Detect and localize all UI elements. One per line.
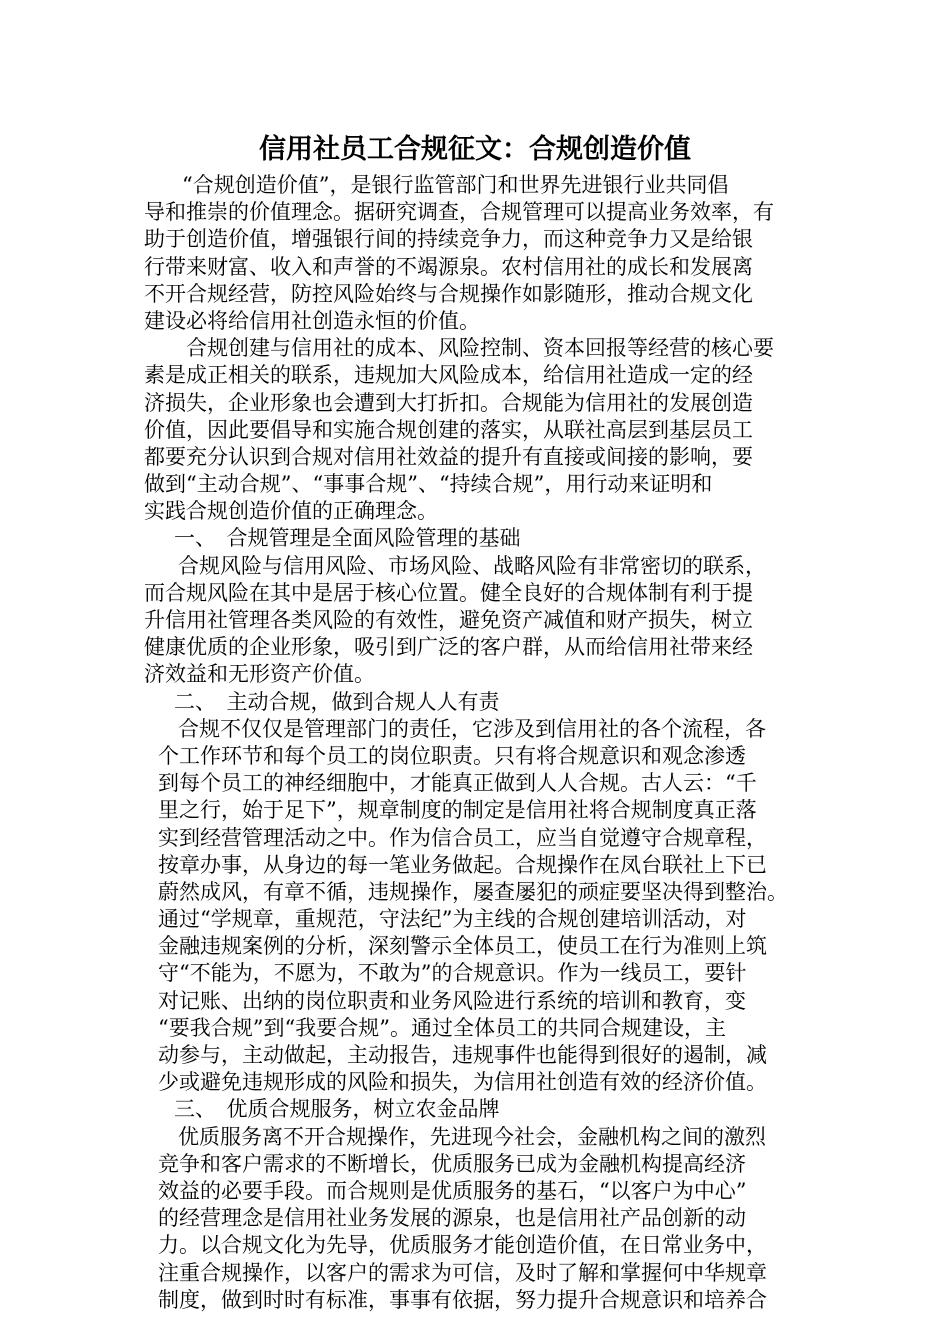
text-line: 升信用社管理各类风险的有效性，避免资产减值和财产损失，树立 xyxy=(144,608,753,632)
text-line: 注重合规操作，以客户的需求为可信，及时了解和掌握何中华规章 xyxy=(158,1260,767,1285)
text-line: 建设必将给信用社创造永恒的价值。 xyxy=(144,308,480,333)
text-line: 济效益和无形资产价值。 xyxy=(144,662,375,687)
text-line: 导和推崇的价值理念。据研究调查，合规管理可以提高业务效率，有 xyxy=(144,200,774,225)
text-line: 素是成正相关的联系，违规加大风险成本，给信用社造成一定的经 xyxy=(144,363,753,388)
text-line: 优质服务离不开合规操作，先进现今社会，金融机构之间的激烈 xyxy=(178,1124,766,1149)
text-line: 做到“主动合规”、“事事合规”、“持续合规”，用行动来证明和 xyxy=(144,472,713,497)
text-line: 实践合规创造价值的正确理念。 xyxy=(144,499,438,524)
text-line: 蔚然成风，有章不循，违规操作，屡查屡犯的顽症要坚决得到整治。 xyxy=(158,879,788,904)
text-line: 里之行，始于足下”，规章制度的制定是信用社将合规制度真正落 xyxy=(158,798,757,823)
text-line: 二、 主动合规，做到合规人人有责 xyxy=(174,689,500,714)
text-line: 的经营理念是信用社业务发展的源泉，也是信用社产品创新的动 xyxy=(158,1206,746,1231)
text-line: 价值，因此要倡导和实施合规创建的落实，从联社高层到基层员工 xyxy=(144,417,753,442)
text-line: 对记账、出纳的岗位职责和业务风险进行系统的培训和教育，变 xyxy=(158,988,746,1013)
text-line: “合规创造价值”，是银行监管部门和世界先进银行业共同倡 xyxy=(182,173,729,197)
text-line: 力。以合规文化为先导，优质服务才能创造价值，在日常业务中， xyxy=(158,1233,767,1258)
text-line: 一、 合规管理是全面风险管理的基础 xyxy=(174,526,521,551)
text-line: 按章办事，从身边的每一笔业务做起。合规操作在凤台联社上下已 xyxy=(158,852,767,877)
text-line: 健康优质的企业形象，吸引到广泛的客户群，从而给信用社带来经 xyxy=(144,635,753,660)
text-line: 都要充分认识到合规对信用社效益的提升有直接或间接的影响，要 xyxy=(144,444,753,469)
text-line: 守“不能为，不愿为，不敢为”的合规意识。作为一线员工，要针 xyxy=(158,961,747,986)
text-line: 实到经营管理活动之中。作为信合员工，应当自觉遵守合规章程， xyxy=(158,825,767,850)
text-line: 效益的必要手段。而合规则是优质服务的基石，“以客户为中心” xyxy=(158,1178,747,1203)
text-line: 三、 优质合规服务，树立农金品牌 xyxy=(174,1097,500,1122)
text-line: “要我合规”到“我要合规”。通过全体员工的共同合规建设，主 xyxy=(158,1015,726,1040)
text-line: 制度，做到时时有标准，事事有依据，努力提升合规意识和培养合 xyxy=(158,1287,767,1312)
text-line: 到每个员工的神经细胞中，才能真正做到人人合规。古人云：“千 xyxy=(158,771,757,796)
text-line: 而合规风险在其中是居于核心位置。健全良好的合规体制有利于提 xyxy=(144,580,753,605)
text-line: 行带来财富、收入和声誉的不竭源泉。农村信用社的成长和发展离 xyxy=(144,254,753,279)
text-line: 个工作环节和每个员工的岗位职责。只有将合规意识和观念渗透 xyxy=(158,743,746,768)
text-line: 少或避免违规形成的风险和损失，为信用社创造有效的经济价值。 xyxy=(158,1070,767,1095)
text-line: 竞争和客户需求的不断增长，优质服务已成为金融机构提高经济 xyxy=(158,1151,746,1176)
document-body xyxy=(140,172,820,1314)
text-line: 助于创造价值，增强银行间的持续竞争力，而这种竞争力又是给银 xyxy=(144,227,753,252)
text-line: 合规创建与信用社的成本、风险控制、资本回报等经营的核心要 xyxy=(186,336,774,361)
text-line: 动参与，主动做起，主动报告，违规事件也能得到很好的遏制，减 xyxy=(158,1043,767,1067)
text-line: 合规不仅仅是管理部门的责任，它涉及到信用社的各个流程，各 xyxy=(178,716,766,741)
text-line: 通过“学规章，重规范，守法纪”为主线的合规创建培训活动，对 xyxy=(158,907,747,932)
text-line: 合规风险与信用风险、市场风险、战略风险有非常密切的联系， xyxy=(178,553,766,578)
text-line: 济损失，企业形象也会遭到大打折扣。合规能为信用社的发展创造 xyxy=(144,390,753,415)
text-line: 不开合规经营，防控风险始终与合规操作如影随形，推动合规文化 xyxy=(144,281,753,306)
text-line: 金融违规案例的分析，深刻警示全体员工，使员工在行为准则上筑 xyxy=(158,934,767,959)
document-title: 信用社员工合规征文：合规创造价值 xyxy=(259,134,691,165)
